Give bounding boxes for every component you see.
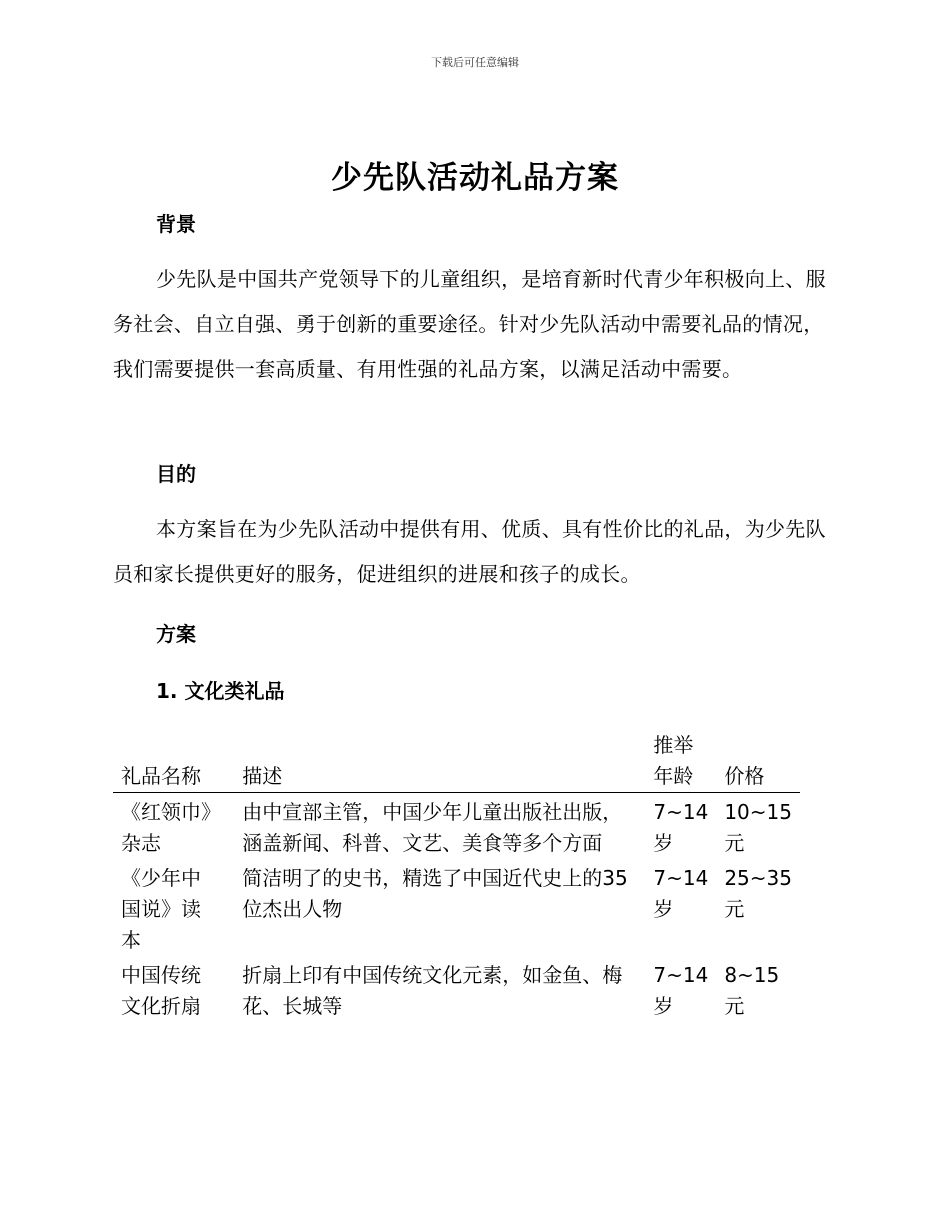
gift-name: 《少年中国说》读本 xyxy=(121,866,201,952)
gift-price: 25~35元 xyxy=(724,866,792,921)
gift-name: 《红领巾》杂志 xyxy=(121,800,211,855)
gift-name: 中国传统文化折扇 xyxy=(121,963,201,1018)
column-header-age: 推举年龄 xyxy=(645,730,716,793)
gift-age: 7~14岁 xyxy=(653,866,709,921)
column-header-description: 描述 xyxy=(226,730,645,793)
gift-description: 由中宣部主管，中国少年儿童出版社出版，涵盖新闻、科普、文艺、美食等多个方面 xyxy=(242,800,623,855)
section-heading-plan: 方案 xyxy=(156,622,196,646)
background-paragraph: 少先队是中国共产党领导下的儿童组织，是培育新时代青少年积极向上、服务社会、自立自强、勇于创新的重要途径。针对少先队活动中需要礼品的情况，我们需要提供一套高质量、有用性强的礼品方案，以满足活动中需要。 xyxy=(113,267,826,381)
document-title: 少先队活动礼品方案 xyxy=(331,160,619,196)
gift-age: 7~14岁 xyxy=(653,963,709,1018)
column-header-price: 价格 xyxy=(716,730,800,793)
gift-description: 简洁明了的史书，精选了中国近代史上的35位杰出人物 xyxy=(242,866,628,921)
gift-price: 8~15元 xyxy=(724,963,780,1018)
table-row xyxy=(113,956,800,1022)
subsection-heading-cultural-gifts: 1. 文化类礼品 xyxy=(156,679,285,703)
section-heading-purpose: 目的 xyxy=(156,462,196,486)
gift-description: 折扇上印有中国传统文化元素，如金鱼、梅花、长城等 xyxy=(242,963,623,1018)
section-heading-background: 背景 xyxy=(156,212,196,236)
column-header-name: 礼品名称 xyxy=(113,730,226,793)
gift-age: 7~14岁 xyxy=(653,800,709,855)
table-row xyxy=(113,793,800,860)
table-header-row xyxy=(113,730,800,793)
purpose-paragraph: 本方案旨在为少先队活动中提供有用、优质、具有性价比的礼品，为少先队员和家长提供更好的服务，促进组织的进展和孩子的成长。 xyxy=(113,517,826,586)
table-row xyxy=(113,859,800,956)
gift-table xyxy=(113,730,800,1022)
gift-price: 10~15元 xyxy=(724,800,792,855)
page-header-note: 下载后可任意编辑 xyxy=(431,56,519,69)
